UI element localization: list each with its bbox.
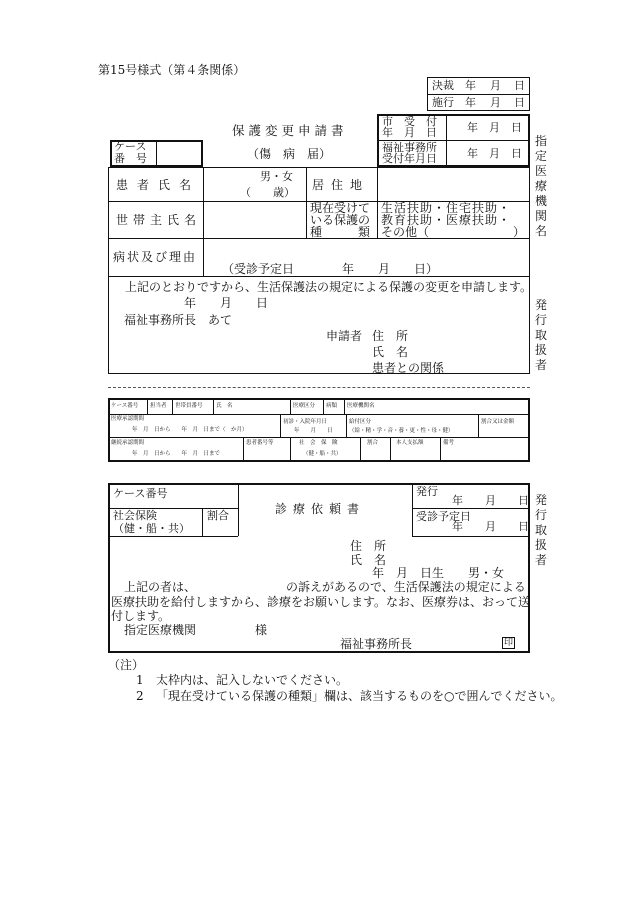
req-designated: 指定医療機関: [124, 623, 197, 637]
office-receipt-label2: 受付年月日: [382, 152, 437, 165]
req-visit-plan: 受診予定日: [416, 510, 471, 523]
divider: [290, 437, 291, 462]
rt-insurance-kinds: （健・船・共）: [303, 451, 342, 457]
current-protection-label2: いる保護の: [310, 213, 371, 227]
note-2-text: 「現在受けている保護の種類」欄は、該当するものを○で囲んでください。: [156, 689, 563, 703]
rt-member-no: 世帯員番号: [175, 403, 203, 409]
divider: [108, 437, 530, 438]
divider: [360, 437, 361, 462]
rt-social-insurance: 社 会 保 険: [299, 440, 338, 446]
notes-heading: （注）: [108, 658, 145, 672]
rt-patient-no: 患者番号等: [246, 440, 274, 446]
divider: [306, 167, 307, 238]
rt-continuation-value: 年 月 日から 年 月 日まで: [132, 451, 221, 457]
rt-aid-kinds: （給・精・学・音・養・更・性・母・健）: [349, 428, 454, 434]
req-ratio: 割合: [207, 509, 229, 522]
shiko-month: 月: [490, 96, 501, 109]
req-sama: 様: [255, 623, 268, 637]
protection-kinds-2: 教育扶助・医療扶助・: [381, 213, 512, 227]
rt-disease-type: 病類: [326, 403, 338, 409]
seal-icon: 印: [504, 638, 514, 648]
kessai-month: 月: [490, 79, 501, 92]
req-birth: 年 月 日生 男・女: [372, 566, 505, 580]
divider: [344, 398, 345, 414]
applicant-label: 申請者: [326, 329, 363, 343]
address-label: 居住地: [312, 178, 370, 192]
rt-admit-label: 初診・入院年月日: [283, 419, 328, 425]
divider: [202, 508, 203, 536]
designated-side-label: 指定医療機関名: [534, 134, 547, 238]
req-issued: 発行: [416, 485, 438, 498]
rt-approval-period-value: 年 月 日から 年 月 日まで（ か月）: [132, 427, 248, 433]
note-2-num: 2: [136, 689, 144, 703]
application-title: 保護変更申請書: [232, 123, 348, 138]
req-case-number: ケース番号: [113, 487, 168, 500]
divider: [290, 398, 291, 414]
divider: [478, 414, 479, 437]
rt-approval-period: 医療承認期間: [111, 416, 145, 422]
shiko-label: 施行: [432, 96, 454, 109]
visit-plan: （受診予定日 年 月 日）: [222, 262, 439, 276]
note-1-text: 太枠内は、記入しないでください。: [156, 673, 349, 687]
divider: [243, 437, 244, 462]
form-title: 第15号様式（第４条関係）: [98, 63, 246, 77]
divider: [440, 437, 441, 462]
shiko-day: 日: [514, 96, 525, 109]
request-title: 診療依頼書: [275, 502, 366, 516]
rt-case-number: ケース番号: [111, 403, 139, 409]
divider: [323, 398, 324, 414]
shiko-year: 年: [465, 96, 476, 109]
rt-ratio-or-amount: 割合又は金額: [481, 419, 515, 425]
req-name: 氏 名: [350, 553, 387, 567]
city-receipt-y: 年 月 日: [467, 121, 522, 134]
req-insurance-kinds: （健・船・共）: [113, 522, 190, 535]
applicant-address: 住 所: [372, 329, 409, 343]
rt-continuation: 継続承認期間: [111, 440, 145, 446]
case-number-label2: 番 号: [114, 152, 147, 165]
divider: [412, 508, 530, 509]
req-body-2: 医療扶助を給付しますから、診療をお願いします。なお、医療券は、おって送: [111, 595, 531, 609]
applicant-name: 氏 名: [372, 345, 409, 359]
req-body-1: 上記の者は、 の訴えがあるので、生活保護法の規定による: [124, 580, 526, 594]
divider: [390, 437, 391, 462]
divider: [108, 276, 530, 277]
rt-name: 氏 名: [216, 403, 233, 409]
divider: [238, 508, 239, 536]
divider: [147, 398, 148, 414]
rt-medical-class: 医療区分: [293, 403, 316, 409]
sex-label: 男・女: [260, 170, 293, 183]
divider: [346, 414, 347, 437]
divider: [238, 483, 239, 508]
current-protection-label3: 種 類: [310, 225, 371, 239]
rt-staff: 担当者: [150, 403, 167, 409]
rt-admit-date: 年 月 日: [294, 428, 333, 434]
divider: [412, 536, 530, 537]
kessai-label: 決裁: [432, 79, 454, 92]
cut-line: [108, 387, 530, 388]
protection-kinds-3: その他（ ）: [381, 225, 526, 239]
application-subtitle: （傷 病 届）: [247, 147, 332, 161]
rt-ratio: 割合: [367, 440, 379, 446]
case-number-label1: ケース: [114, 140, 147, 153]
divider: [427, 94, 530, 95]
rt-institution: 医療機関名: [347, 403, 375, 409]
relation-label: 患者との関係: [372, 361, 445, 375]
office-receipt-label1: 福祉事務所: [382, 141, 437, 154]
divider: [108, 536, 238, 537]
req-issued-date: 年 月 日: [452, 494, 529, 507]
divider: [156, 140, 157, 167]
office-receipt-y: 年 月 日: [467, 147, 522, 160]
illness-reason-label: 病状及び理由: [113, 250, 198, 264]
note-1-num: 1: [136, 673, 144, 687]
issuer-side-label-1: 発行取扱者: [534, 298, 547, 372]
kessai-year: 年: [465, 79, 476, 92]
city-receipt-label2: 年 月 日: [382, 126, 437, 139]
divider: [203, 167, 204, 276]
city-receipt-label1: 市 受 付: [382, 115, 437, 128]
req-address: 住 所: [350, 539, 387, 553]
divider: [446, 114, 447, 167]
req-office-head: 福祉事務所長: [340, 637, 413, 651]
household-head-label: 世帯主氏名: [116, 213, 202, 227]
addressee: 福祉事務所長 あて: [124, 313, 233, 327]
divider: [108, 414, 530, 415]
rt-self-pay: 本人支払額: [396, 440, 424, 446]
kessai-day: 日: [514, 79, 525, 92]
req-body-3: 付します。: [111, 609, 171, 623]
divider: [213, 398, 214, 414]
rt-note: 備考: [443, 440, 455, 446]
rt-aid-label: 給付区分: [349, 419, 372, 425]
req-social-insurance: 社会保険: [113, 509, 157, 522]
age-label: （ 歳）: [240, 186, 295, 199]
divider: [377, 167, 378, 238]
issuer-side-label-2: 発行取扱者: [534, 493, 547, 567]
current-protection-label1: 現在受けて: [310, 201, 371, 215]
statement: 上記のとおりですから、生活保護法の規定による保護の変更を申請します。: [125, 280, 533, 294]
statement-date: 年 月 日: [184, 296, 269, 310]
divider: [172, 398, 173, 414]
patient-name-label: 患者氏名: [116, 178, 201, 192]
divider: [280, 414, 281, 437]
divider: [412, 483, 413, 536]
protection-kinds-1: 生活扶助・住宅扶助・: [381, 201, 512, 215]
req-visit-date: 年 月 日: [452, 520, 529, 533]
